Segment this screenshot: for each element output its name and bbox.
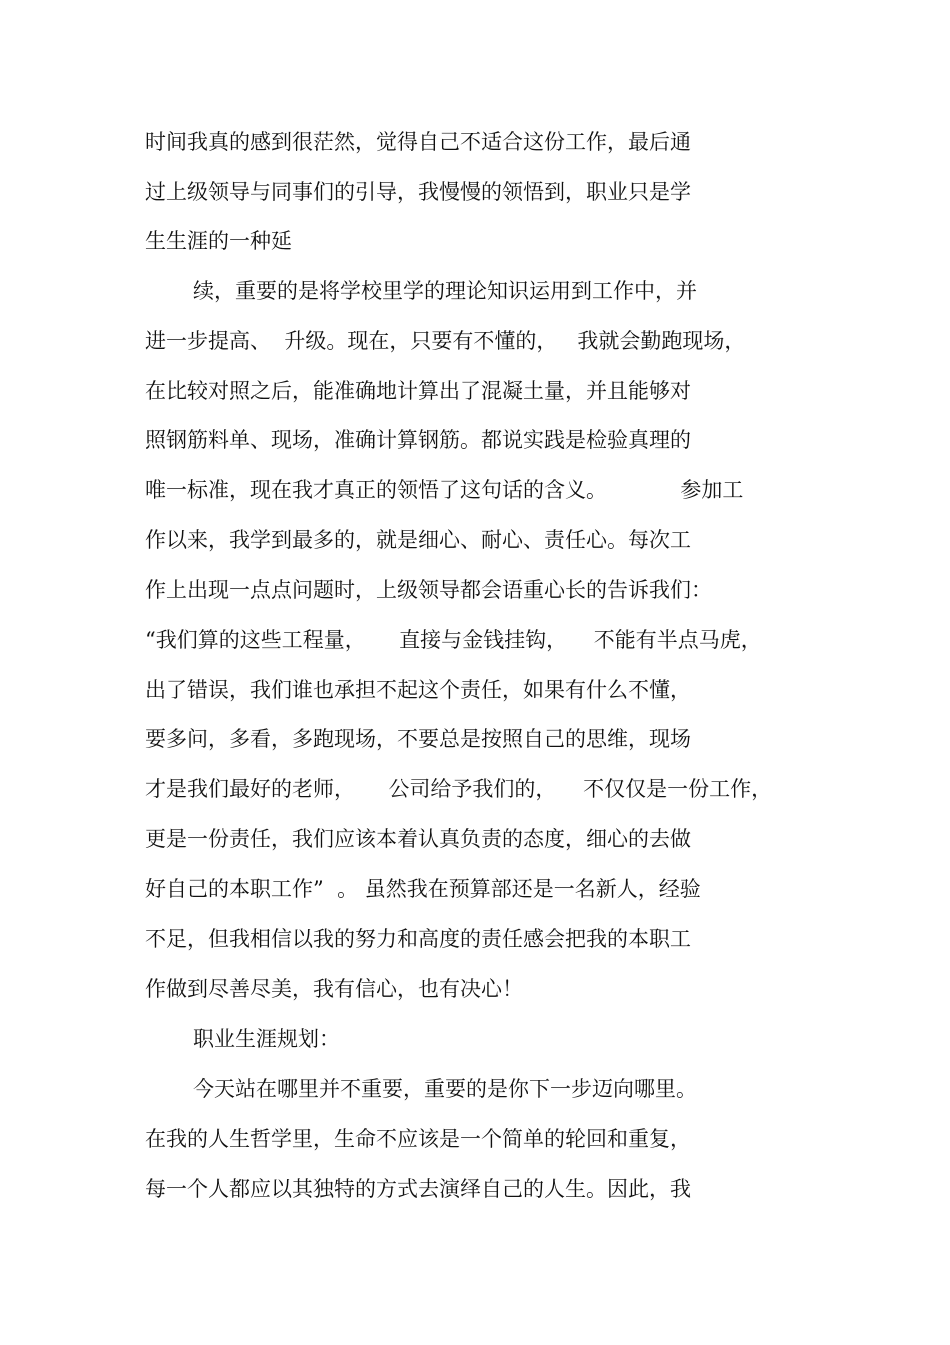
body-text-line: 作上出现一点点问题时，上级领导都会语重心长的告诉我们： — [145, 578, 712, 602]
body-text-line: 生生涯的一种延 — [145, 229, 292, 253]
body-text-line: 在比较对照之后，能准确地计算出了混凝土量，并且能够对 — [145, 379, 691, 403]
body-text-line: 续，重要的是将学校里学的理论知识运用到工作中，并 — [193, 279, 697, 303]
body-text-line: 不足，但我相信以我的努力和高度的责任感会把我的本职工 — [145, 927, 691, 951]
body-text-line: 出了错误，我们谁也承担不起这个责任，如果有什么不懂， — [145, 678, 691, 702]
body-text-line: 更是一份责任，我们应该本着认真负责的态度，细心的去做 — [145, 827, 691, 851]
body-text-line: 要多问，多看，多跑现场，不要总是按照自己的思维，现场 — [145, 727, 691, 751]
body-text-line: 过上级领导与同事们的引导，我慢慢的领悟到，职业只是学 — [145, 180, 691, 204]
body-text-line: 每一个人都应以其独特的方式去演绎自己的人生。因此，我 — [145, 1177, 691, 1201]
body-text-line: 今天站在哪里并不重要，重要的是你下一步迈向哪里。 — [193, 1077, 697, 1101]
body-text-line: 照钢筋料单、现场，准确计算钢筋。都说实践是检验真理的 — [145, 428, 691, 452]
body-text-line: 进一步提高、 升级。现在，只要有不懂的， 我就会勤跑现场， — [145, 329, 746, 353]
body-text-line: “我们算的这些工程量， 直接与金钱挂钩， 不能有半点马虎， — [145, 628, 762, 652]
section-heading: 职业生涯规划： — [193, 1027, 340, 1051]
body-text-line: 唯一标准，现在我才真正的领悟了这句话的含义。 参加工 — [145, 478, 744, 502]
body-text-line: 好自己的本职工作” 。 虽然我在预算部还是一名新人，经验 — [145, 877, 701, 901]
body-text-line: 在我的人生哲学里，生命不应该是一个简单的轮回和重复， — [145, 1127, 691, 1151]
body-text-line: 时间我真的感到很茫然，觉得自己不适合这份工作，最后通 — [145, 130, 691, 154]
body-text-line: 作做到尽善尽美，我有信心，也有决心！ — [145, 977, 523, 1001]
body-text-line: 才是我们最好的老师， 公司给予我们的， 不仅仅是一份工作， — [145, 777, 773, 801]
body-text-line: 作以来，我学到最多的，就是细心、耐心、责任心。每次工 — [145, 528, 691, 552]
